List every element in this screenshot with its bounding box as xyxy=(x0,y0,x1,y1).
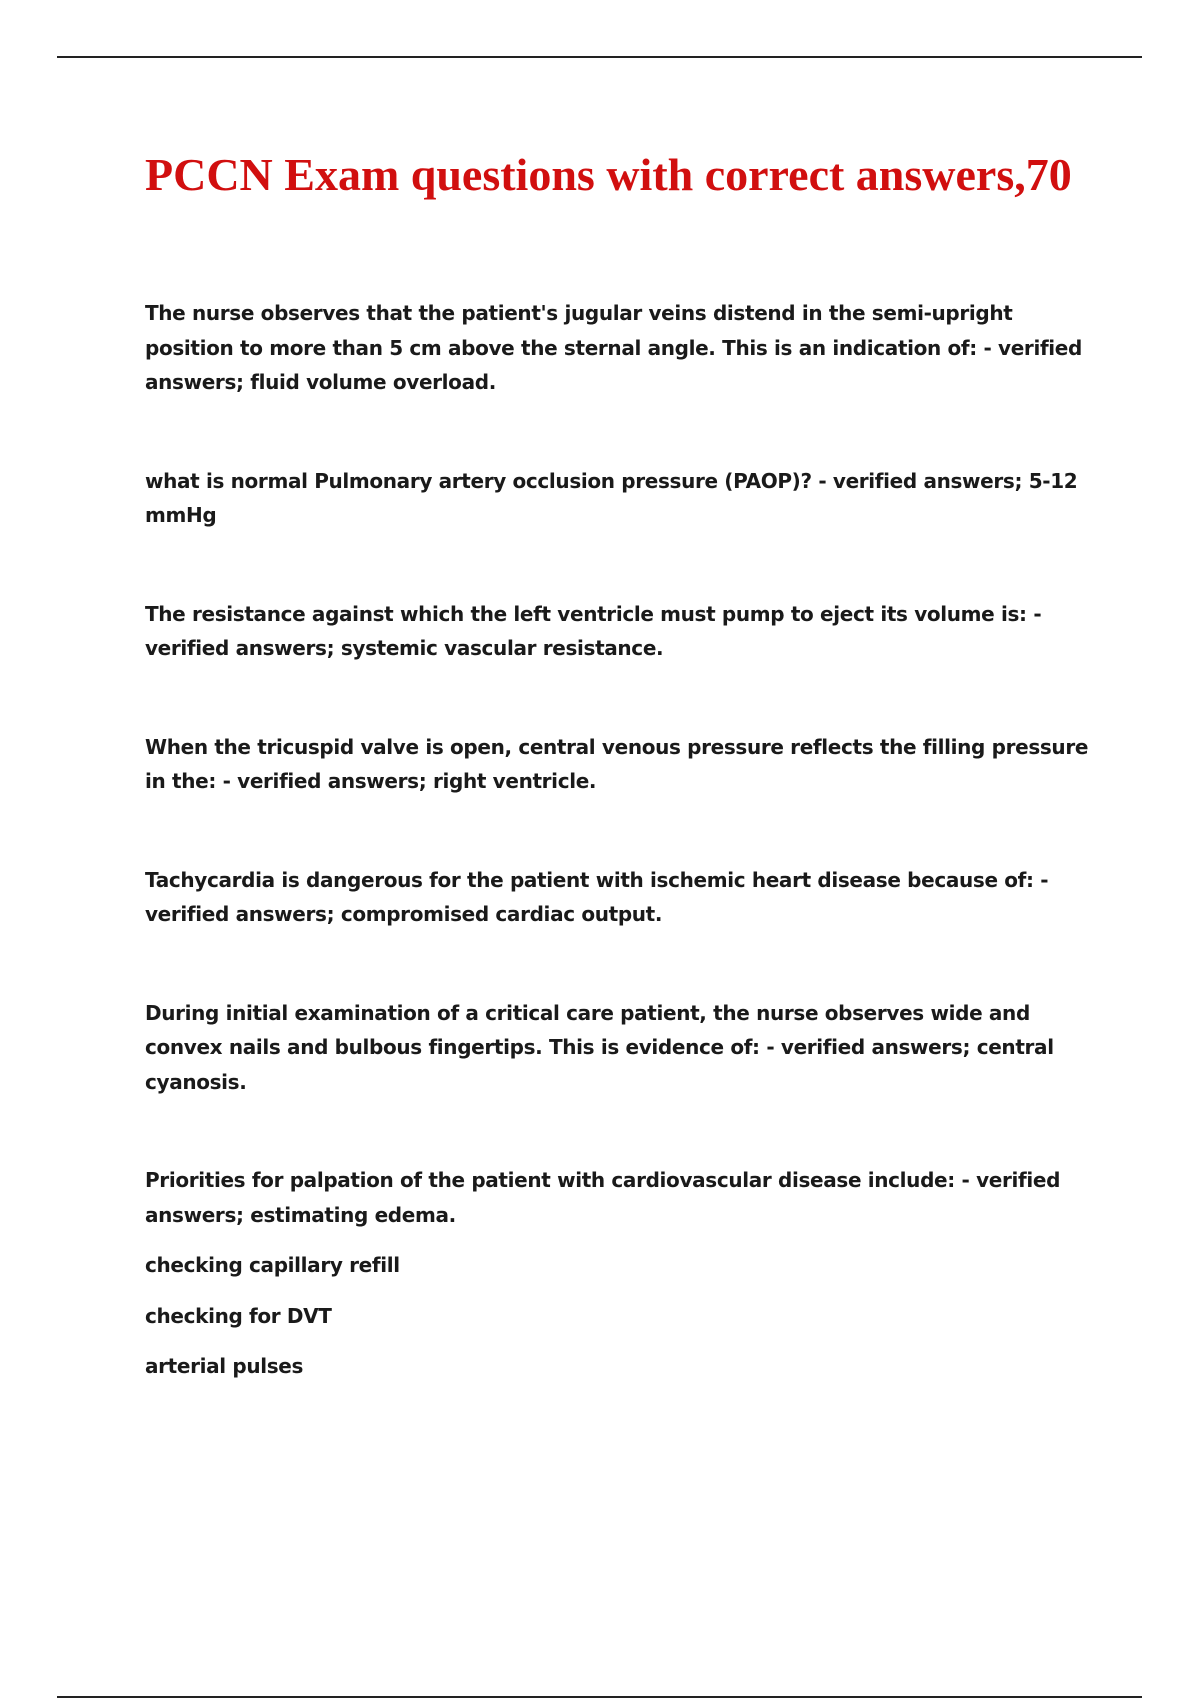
qa-item-2: what is normal Pulmonary artery occlusion pressure (PAOP)? - verified answers; 5-12 mmHg xyxy=(145,468,1078,527)
document-body xyxy=(145,142,1090,1384)
qa-item-3: The resistance against which the left ventricle must pump to eject its volume is: - verified answers; systemic vascular resistance. xyxy=(145,601,1042,660)
document-title: PCCN Exam questions with correct answers,70 xyxy=(145,149,1072,200)
qa-list xyxy=(145,296,1090,1384)
sub-item-capillary-refill: checking capillary refill xyxy=(145,1253,400,1277)
qa-item-6: During initial examination of a critical care patient, the nurse observes wide and convex nails and bulbous fingertips. This is evidence of: - verified answers; central cyanosis. xyxy=(145,1000,1054,1094)
qa-item-4: When the tricuspid valve is open, central venous pressure reflects the filling pressure in the: - verified answers; right ventricle. xyxy=(145,734,1089,793)
bottom-rule xyxy=(57,1696,1142,1698)
qa-item-5: Tachycardia is dangerous for the patient with ischemic heart disease because of: - verified answers; compromised cardiac output. xyxy=(145,867,1049,926)
sub-item-dvt: checking for DVT xyxy=(145,1303,332,1328)
sub-item-arterial-pulses: arterial pulses xyxy=(145,1354,304,1378)
qa-item-1: The nurse observes that the patient's jugular veins distend in the semi-upright position to more than 5 cm above the sternal angle. This is an indication of: - verified answers; fluid volume overload. xyxy=(145,301,1082,394)
qa-item-7: Priorities for palpation of the patient with cardiovascular disease include: - verified answers; estimating edema. xyxy=(145,1168,1061,1227)
top-rule xyxy=(57,56,1142,58)
